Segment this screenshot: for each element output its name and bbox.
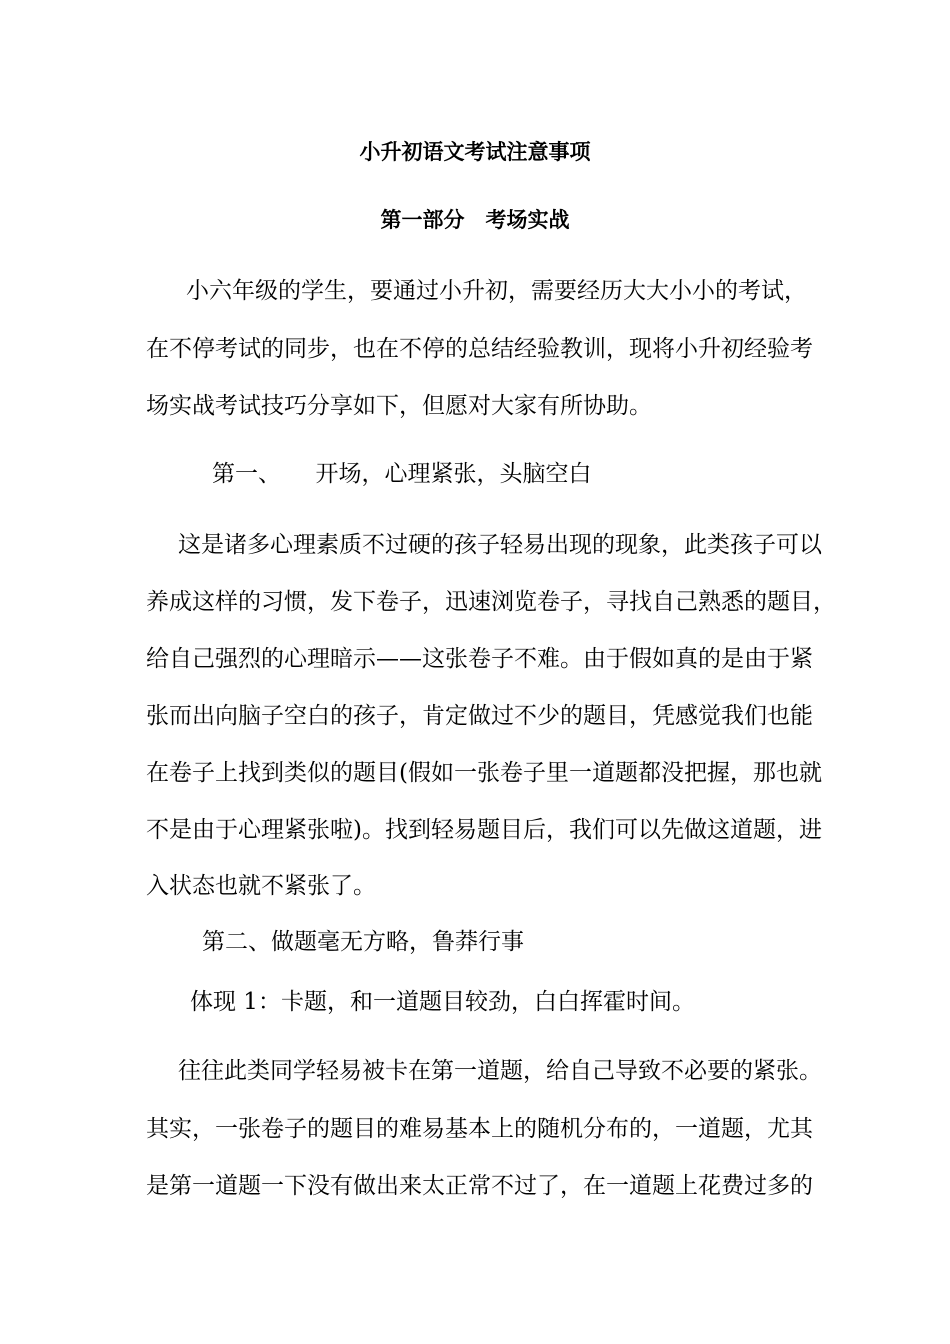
section1-line-2: 养成这样的习惯，发下卷子，迅速浏览卷子，寻找自己熟悉的题目， xyxy=(146,589,836,615)
document-title: 小升初语文考试注意事项 xyxy=(359,139,591,164)
section2-heading: 第二、做题毫无方略，鲁莽行事 xyxy=(202,929,524,955)
section1-line-3: 给自己强烈的心理暗示——这张卷子不难。由于假如真的是由于紧 xyxy=(146,646,813,672)
part-heading: 第一部分 考场实战 xyxy=(380,207,570,232)
section2-line-1: 往往此类同学轻易被卡在第一道题，给自己导致不必要的紧张。 xyxy=(178,1058,822,1084)
intro-line-3: 场实战考试技巧分享如下，但愿对大家有所协助。 xyxy=(146,393,652,419)
section1-heading: 第一、 开场，心理紧张，头脑空白 xyxy=(212,461,592,487)
section1-line-1: 这是诸多心理素质不过硬的孩子轻易出现的现象，此类孩子可以 xyxy=(178,532,822,558)
section1-line-5: 在卷子上找到类似的题目(假如一张卷子里一道题都没把握，那也就 xyxy=(146,760,822,786)
intro-line-2: 在不停考试的同步，也在不停的总结经验教训，现将小升初经验考 xyxy=(146,336,813,362)
section1-line-7: 入状态也就不紧张了。 xyxy=(146,873,376,899)
section2-subheading: 体现 1：卡题，和一道题目较劲，白白挥霍时间。 xyxy=(190,989,695,1015)
section2-line-3: 是第一道题一下没有做出来太正常不过了，在一道题上花费过多的 xyxy=(146,1173,813,1199)
section1-line-4: 张而出向脑子空白的孩子，肯定做过不少的题目，凭感觉我们也能 xyxy=(146,703,813,729)
section1-line-6: 不是由于心理紧张啦)。找到轻易题目后，我们可以先做这道题，进 xyxy=(146,817,822,843)
section2-line-2: 其实，一张卷子的题目的难易基本上的随机分布的，一道题，尤其 xyxy=(146,1116,813,1142)
intro-line-1: 小六年级的学生，要通过小升初，需要经历大大小小的考试， xyxy=(186,278,807,304)
